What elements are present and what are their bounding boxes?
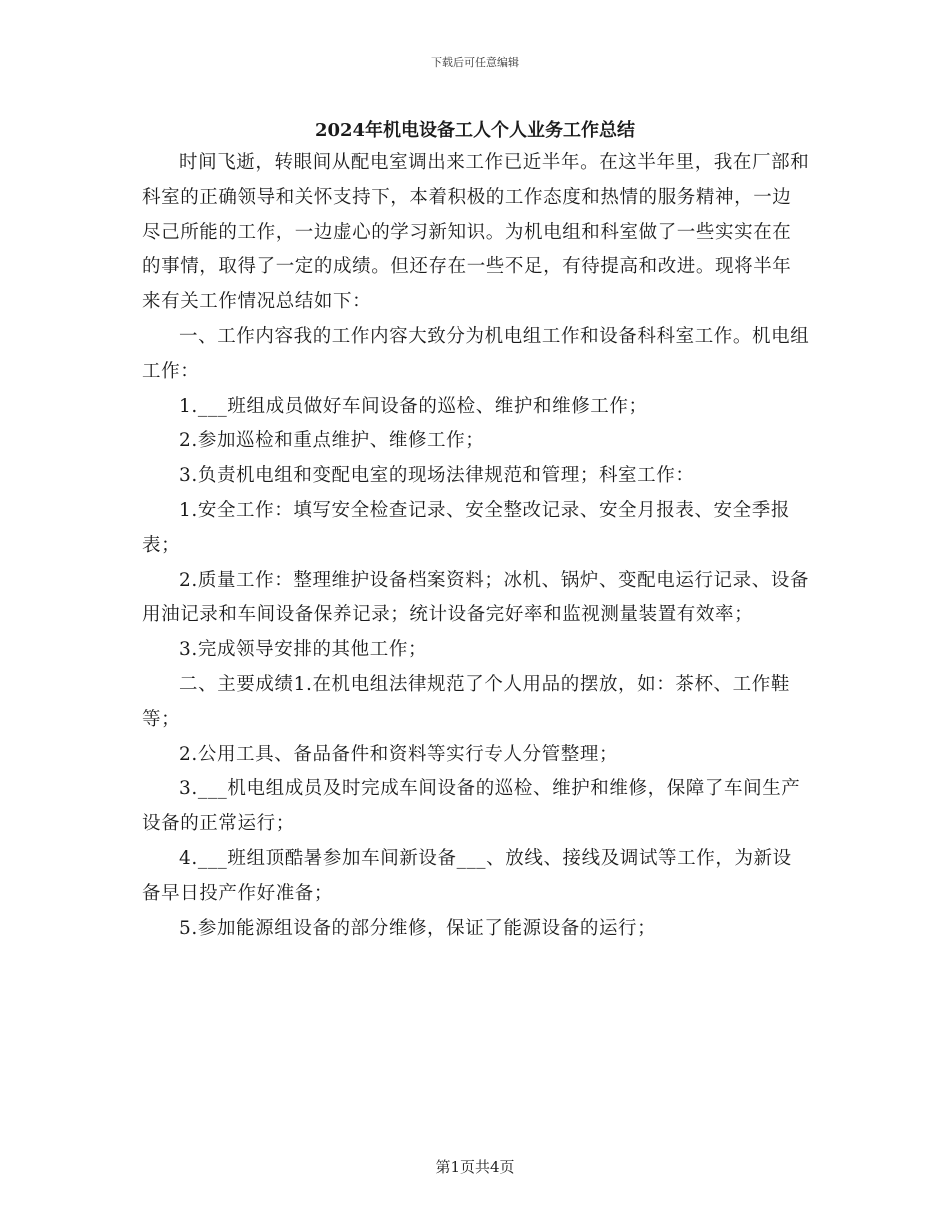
- paragraph-item: 3.完成领导安排的其他工作；: [179, 639, 428, 661]
- paragraph-item: 3.负责机电组和变配电室的现场法律规范和管理；科室工作：: [179, 465, 695, 487]
- document-title: 2024年机电设备工人个人业务工作总结: [314, 120, 636, 141]
- document-body: [142, 146, 810, 946]
- page-footer-page-number: 第1页共4页: [435, 1158, 515, 1176]
- paragraph-item: 2.公用工具、备品备件和资料等实行专人分管整理；: [179, 743, 619, 765]
- paragraph-item: 2.参加巡检和重点维护、维修工作；: [179, 430, 485, 452]
- paragraph-intro: 时间飞逝，转眼间从配电室调出来工作已近半年。在这半年里，我在厂部和科室的正确领导和关怀支持下，本着积极的工作态度和热情的服务精神，一边尽己所能的工作，一边虚心的学习新知识。为机电组和科室做了一些实实在在的事情，取得了一定的成绩。但还存在一些不足，有待提高和改进。现将半年来有关工作情况总结如下：: [142, 152, 810, 313]
- paragraph-item: 1.安全工作：填写安全检查记录、安全整改记录、安全月报表、安全季报表；: [142, 499, 790, 556]
- page-header-note: 下载后可任意编辑: [431, 56, 519, 69]
- paragraph-item: 5.参加能源组设备的部分维修，保证了能源设备的运行；: [179, 917, 657, 939]
- paragraph-section-achievements: 二、主要成绩1.在机电组法律规范了个人用品的摆放，如：茶杯、工作鞋等；: [142, 673, 790, 730]
- paragraph-section-work-content: 一、工作内容我的工作内容大致分为机电组工作和设备科科室工作。机电组工作：: [142, 325, 810, 382]
- paragraph-item: 3.___机电组成员及时完成车间设备的巡检、维护和维修，保障了车间生产设备的正常运行；: [142, 778, 801, 835]
- paragraph-item: 2.质量工作：整理维护设备档案资料；冰机、锅炉、变配电运行记录、设备用油记录和车间设备保养记录；统计设备完好率和监视测量装置有效率；: [142, 569, 810, 626]
- paragraph-item: 4.___班组顶酷暑参加车间新设备___、放线、接线及调试等工作，为新设备早日投产作好准备；: [142, 847, 792, 904]
- paragraph-item: 1.___班组成员做好车间设备的巡检、维护和维修工作；: [179, 395, 648, 417]
